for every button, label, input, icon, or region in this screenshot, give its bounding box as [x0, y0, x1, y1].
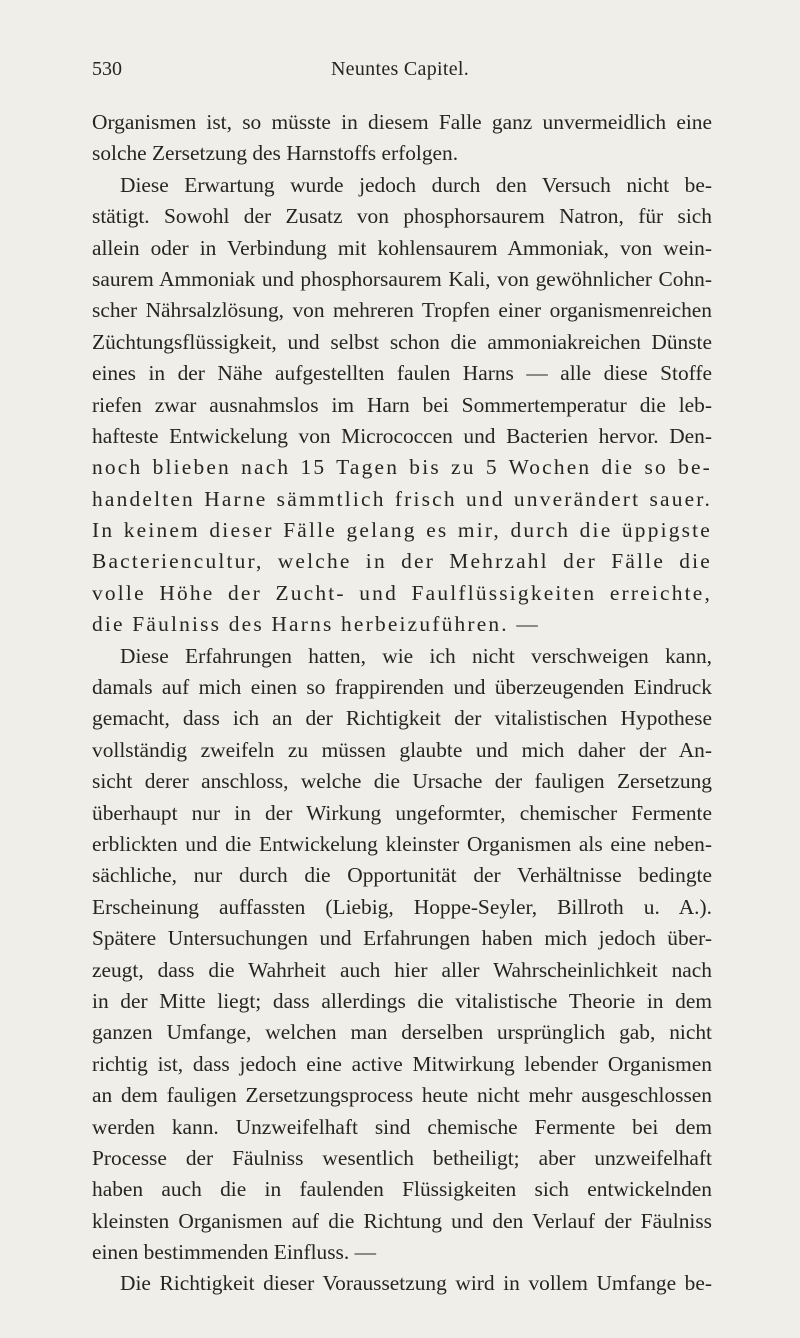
running-title: Neuntes Capitel. — [330, 58, 470, 80]
body-text — [92, 107, 712, 1300]
text-line: richtig ist, dass jedoch eine active Mitwirkung lebender Organismen — [92, 1051, 712, 1076]
text-line: sicht derer anschloss, welche die Ursache der fauligen Zersetzung — [92, 769, 712, 794]
text-line: Bacteriencultur, welche in der Mehrzahl der Fälle die — [92, 549, 712, 574]
text-line: überhaupt nur in der Wirkung ungeformter, chemischer Fermente — [92, 800, 712, 825]
page-number: 530 — [92, 58, 122, 80]
text-line: gemacht, dass ich an der Richtigkeit der vitalistischen Hypothese — [92, 706, 712, 731]
text-line: zeugt, dass die Wahrheit auch hier aller Wahrscheinlichkeit nach — [92, 957, 712, 982]
text-line: Diese Erfahrungen hatten, wie ich nicht verschweigen kann, — [120, 643, 712, 668]
text-line: Organismen ist, so müsste in diesem Falle ganz unvermeidlich eine — [92, 110, 712, 134]
text-line: eines in der Nähe aufgestellten faulen Harns — alle diese Stoffe — [92, 361, 712, 386]
text-line: erblickten und die Entwickelung kleinster Organismen als eine neben- — [92, 831, 712, 856]
text-line: scher Nährsalzlösung, von mehreren Tropfen einer organismenreichen — [92, 298, 712, 323]
text-line: Spätere Untersuchungen und Erfahrungen haben mich jedoch über- — [92, 926, 712, 951]
text-line: solche Zersetzung des Harnstoffs erfolgen. — [92, 141, 459, 166]
text-line: handelten Harne sämmtlich frisch und unverändert sauer. — [92, 486, 712, 511]
text-line: Diese Erwartung wurde jedoch durch den Versuch nicht be- — [120, 172, 712, 197]
text-line: kleinsten Organismen auf die Richtung und den Verlauf der Fäulniss — [92, 1208, 712, 1233]
text-line: in der Mitte liegt; dass allerdings die vitalistische Theorie in dem — [92, 988, 712, 1013]
text-line: stätigt. Sowohl der Zusatz von phosphorsaurem Natron, für sich — [92, 204, 712, 229]
text-line: saurem Ammoniak und phosphorsaurem Kali, von gewöhnlicher Cohn- — [92, 266, 712, 291]
text-line: an dem fauligen Zersetzungsprocess heute nicht mehr ausgeschlossen — [92, 1083, 712, 1108]
text-line: volle Höhe der Zucht- und Faulflüssigkeiten erreichte, — [92, 580, 712, 605]
text-line: werden kann. Unzweifelhaft sind chemische Fermente bei dem — [92, 1114, 712, 1139]
text-line: Züchtungsflüssigkeit, und selbst schon die ammoniakreichen Dünste — [92, 329, 712, 354]
text-line: die Fäulniss des Harns herbeizuführen. — — [92, 612, 540, 637]
text-line: In keinem dieser Fälle gelang es mir, durch die üppigste — [92, 518, 712, 543]
text-line: allein oder in Verbindung mit kohlensaurem Ammoniak, von wein- — [92, 235, 712, 260]
text-line: damals auf mich einen so frappirenden und überzeugenden Eindruck — [92, 675, 712, 700]
text-line: Processe der Fäulniss wesentlich betheiligt; aber unzweifelhaft — [92, 1145, 712, 1170]
text-line: einen bestimmenden Einfluss. — — [92, 1240, 376, 1265]
text-line: hafteste Entwickelung von Micrococcen und Bacterien hervor. Den- — [92, 423, 712, 448]
text-line: riefen zwar ausnahmslos im Harn bei Sommertemperatur die leb- — [92, 392, 712, 417]
text-line: haben auch die in faulenden Flüssigkeiten sich entwickelnden — [92, 1177, 712, 1202]
text-line: ganzen Umfange, welchen man derselben ursprünglich gab, nicht — [92, 1020, 712, 1045]
text-line: noch blieben nach 15 Tagen bis zu 5 Wochen die so be- — [92, 455, 712, 480]
text-line: Die Richtigkeit dieser Voraussetzung wird in vollem Umfange be- — [120, 1271, 712, 1296]
text-line: Erscheinung auffassten (Liebig, Hoppe-Seyler, Billroth u. A.). — [92, 894, 712, 919]
page-header — [92, 58, 708, 88]
text-line: sächliche, nur durch die Opportunität der Verhältnisse bedingte — [92, 863, 712, 888]
text-line: vollständig zweifeln zu müssen glaubte und mich daher der An- — [92, 737, 712, 762]
